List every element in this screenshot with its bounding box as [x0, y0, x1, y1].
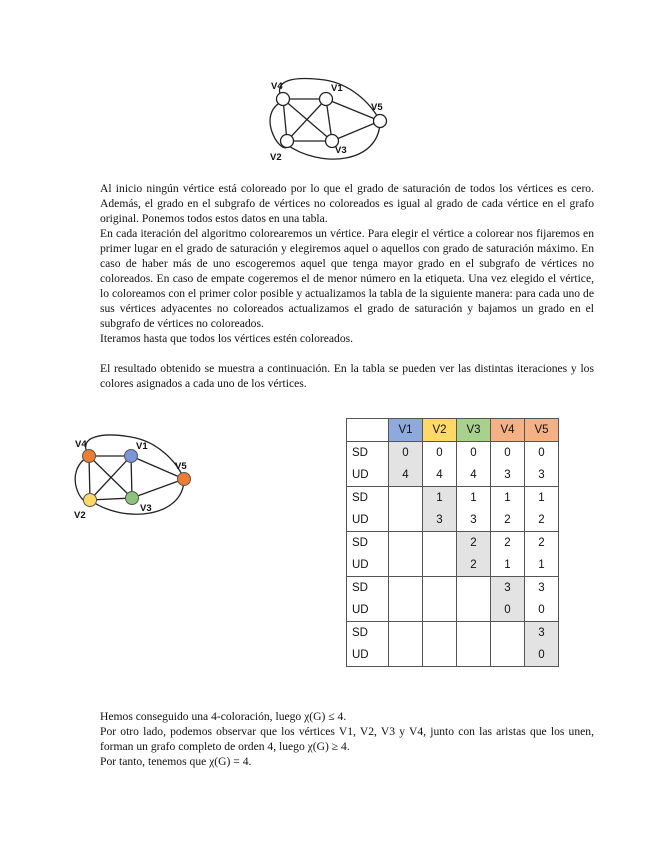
table-cell: 3 — [423, 509, 457, 532]
conclusion-complete-subgraph: Por otro lado, podemos observar que los vértices V1, V2, V3 y V4, junto con las aristas que los unen, forman un grafo completo de orden 4, luego χ(G) ≥ 4. — [100, 725, 594, 753]
table-cell: 0 — [457, 442, 491, 465]
header-v3: V3 — [457, 419, 491, 442]
table-cell — [389, 577, 423, 600]
table-cell: 4 — [457, 464, 491, 487]
graph-colored — [58, 432, 208, 522]
table-cell — [423, 622, 457, 645]
row-label-sd: SD — [347, 622, 389, 645]
table-cell: 2 — [491, 532, 525, 555]
vertex-v2 — [281, 135, 294, 148]
paragraph-iterate: Iteramos hasta que todos los vértices estén coloreados. — [100, 332, 354, 345]
vertex-v5-colored — [178, 473, 191, 486]
table-cell — [423, 532, 457, 555]
row-label-ud: UD — [347, 464, 389, 487]
paragraph-algorithm: En cada iteración del algoritmo colorearemos un vértice. Para elegir el vértice a colorear nos fijaremos en primer lugar en el grado de saturación y elegiremos aquel o aquellos con grado de saturación máximo. En caso de haber más de uno escogeremos aquel que tenga mayor grado en el subgrafo de vértices no coloreados. En caso de empate cogeremos el de menor número en la etiqueta. Una vez elegido el vértice, lo coloreamos con el primer color posible y actualizamos la tabla de la siguiente manera: para cada uno de sus vértices adyacentes no coloreados actualizamos el grado de saturación y bajamos un grado en el subgrafo de vértices no coloreados. — [100, 227, 594, 330]
label-v4: V4 — [75, 439, 87, 450]
header-v5: V5 — [525, 419, 559, 442]
row-label-sd: SD — [347, 442, 389, 465]
table-row — [347, 464, 559, 487]
table-cell — [457, 599, 491, 622]
table-header-row — [347, 419, 559, 442]
vertex-v3-colored — [126, 492, 139, 505]
table-cell: 2 — [491, 509, 525, 532]
table-row — [347, 644, 559, 667]
table-cell: 3 — [491, 577, 525, 600]
table-cell: 1 — [525, 554, 559, 577]
graph-uncolored — [250, 74, 410, 174]
table-cell — [423, 644, 457, 667]
table-cell — [423, 599, 457, 622]
table-cell: 0 — [525, 599, 559, 622]
vertex-v4-colored — [83, 450, 96, 463]
table-cell: 2 — [457, 554, 491, 577]
label-v4: V4 — [271, 81, 283, 92]
vertex-v2-colored — [84, 494, 97, 507]
table-row — [347, 577, 559, 600]
table-cell — [389, 487, 423, 510]
table-corner — [347, 419, 389, 442]
table-cell: 3 — [525, 577, 559, 600]
label-v2: V2 — [270, 152, 282, 163]
table-cell — [423, 554, 457, 577]
vertex-v5 — [374, 115, 387, 128]
edge-v3-v5 — [332, 121, 380, 141]
table-cell — [457, 577, 491, 600]
conclusion-text — [100, 709, 594, 769]
table-row — [347, 509, 559, 532]
edge-v1-v2 — [287, 99, 326, 141]
vertex-v1 — [320, 93, 333, 106]
table-cell — [389, 599, 423, 622]
paragraph-initial-state: Al inicio ningún vértice está coloreado por lo que el grado de saturación de todos los vértices es cero. Además, el grado en el subgrafo de vértices no coloreados es igual al grado de cada vértice en el grafo original. Ponemos todos estos datos en una tabla. — [100, 182, 594, 225]
vertex-v4 — [277, 93, 290, 106]
table-cell: 1 — [491, 554, 525, 577]
row-label-ud: UD — [347, 554, 389, 577]
table-cell: 4 — [389, 464, 423, 487]
table-cell: 0 — [525, 442, 559, 465]
table-cell: 0 — [491, 599, 525, 622]
table-cell — [389, 554, 423, 577]
table-cell: 2 — [525, 532, 559, 555]
table-cell: 3 — [457, 509, 491, 532]
table-cell — [491, 644, 525, 667]
table-cell: 1 — [457, 487, 491, 510]
table-cell: 3 — [525, 622, 559, 645]
edge-v3-v5 — [132, 479, 184, 498]
coloring-table — [346, 418, 559, 667]
label-v3: V3 — [335, 145, 347, 156]
paragraph-result: El resultado obtenido se muestra a continuación. En la tabla se pueden ver las distintas iteraciones y los colores asignados a cada uno de los vértices. — [100, 362, 594, 390]
table-cell — [389, 622, 423, 645]
table-cell: 0 — [389, 442, 423, 465]
table-cell: 2 — [457, 532, 491, 555]
table-row — [347, 442, 559, 465]
row-label-sd: SD — [347, 532, 389, 555]
label-v5: V5 — [371, 102, 383, 113]
header-v4: V4 — [491, 419, 525, 442]
table-cell: 1 — [423, 487, 457, 510]
conclusion-4-coloring: Hemos conseguido una 4-coloración, luego χ(G) ≤ 4. — [100, 710, 347, 723]
label-v2: V2 — [74, 510, 86, 521]
table-cell: 2 — [525, 509, 559, 532]
conclusion-chromatic-number: Por tanto, tenemos que χ(G) = 4. — [100, 755, 252, 768]
table-cell: 1 — [491, 487, 525, 510]
table-cell: 0 — [491, 442, 525, 465]
table-row — [347, 622, 559, 645]
table-row — [347, 487, 559, 510]
table-cell: 3 — [525, 464, 559, 487]
table-cell — [423, 577, 457, 600]
label-v1: V1 — [331, 83, 343, 94]
table-row — [347, 599, 559, 622]
table-cell — [491, 622, 525, 645]
label-v5: V5 — [175, 461, 187, 472]
table-cell: 1 — [525, 487, 559, 510]
label-v1: V1 — [136, 441, 148, 452]
table-cell — [389, 644, 423, 667]
table-row — [347, 554, 559, 577]
row-label-sd: SD — [347, 577, 389, 600]
table-cell — [457, 622, 491, 645]
row-label-sd: SD — [347, 487, 389, 510]
table-cell — [389, 532, 423, 555]
table-cell — [457, 644, 491, 667]
table-cell: 0 — [423, 442, 457, 465]
row-label-ud: UD — [347, 599, 389, 622]
label-v3: V3 — [140, 503, 152, 514]
table-cell: 0 — [525, 644, 559, 667]
table-cell — [389, 509, 423, 532]
header-v2: V2 — [423, 419, 457, 442]
row-label-ud: UD — [347, 644, 389, 667]
intro-text — [100, 181, 594, 391]
row-label-ud: UD — [347, 509, 389, 532]
table-cell: 3 — [491, 464, 525, 487]
table-cell: 4 — [423, 464, 457, 487]
header-v1: V1 — [389, 419, 423, 442]
table-row — [347, 532, 559, 555]
